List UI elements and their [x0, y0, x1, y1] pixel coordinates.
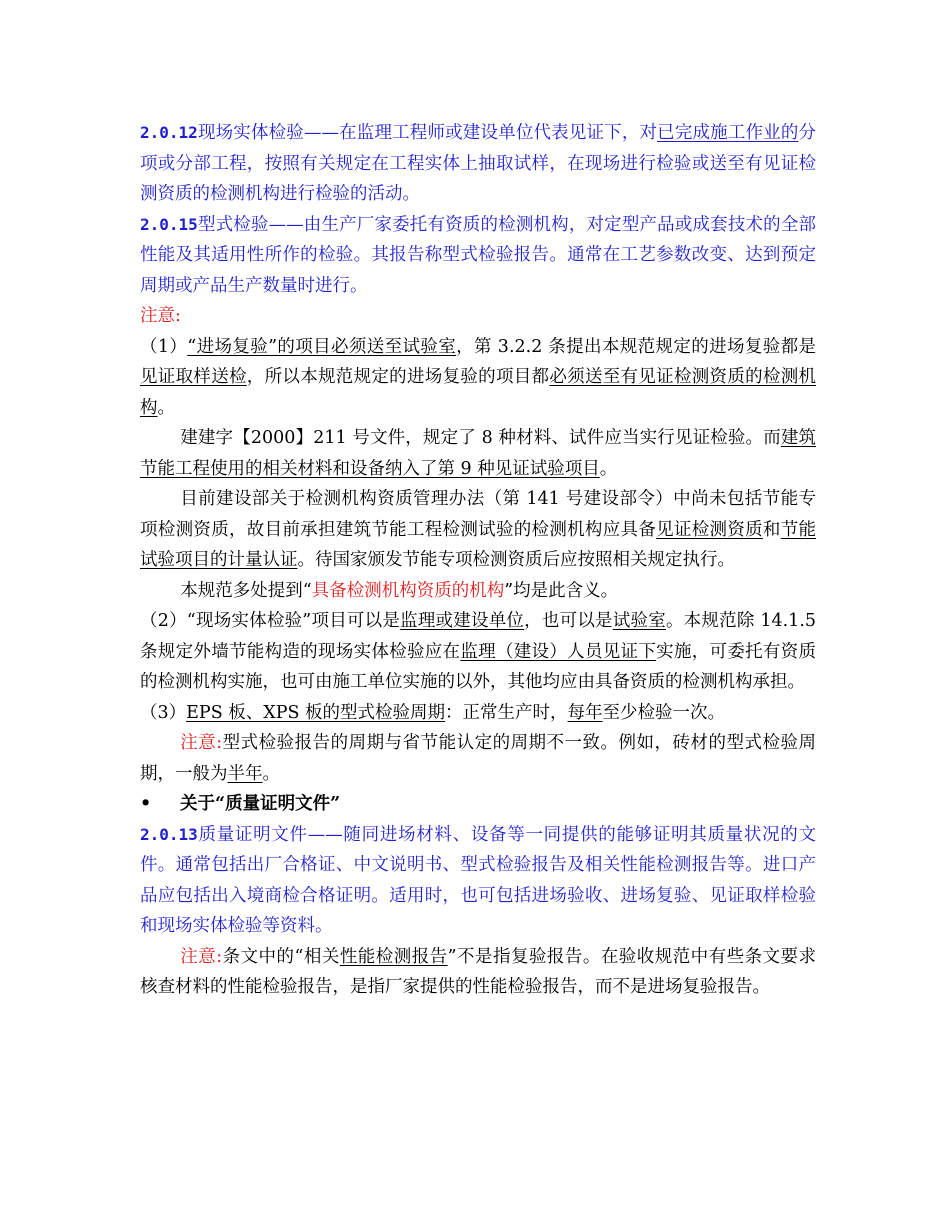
underlined-text: 试验室 [612, 611, 666, 631]
paragraph-text: ，所以本规范规定的进场复验的项目都 [246, 367, 550, 387]
paragraph-text: 和 [762, 519, 781, 540]
note-paragraph-2 [140, 423, 816, 484]
bullet-icon: • [140, 794, 152, 814]
paragraph-text: 。待国家颁发节能专项检测资质后应按照相关规定执行。 [297, 550, 735, 570]
paragraph-text: 建建字【2000】211 号文件，规定了 8 种材料、试件应当实行见证检验。而 [180, 428, 781, 448]
paragraph-text: （2）“现场实体检验”项目可以是 [140, 611, 401, 631]
paragraph-text: 本规范多处提到“ [180, 580, 312, 601]
definition-2-0-12 [140, 118, 816, 210]
definition-text: 现场实体检验——在监理工程师或建设单位代表见证下，对 [197, 123, 658, 143]
paragraph-text: ，也可以是 [524, 611, 613, 631]
note-paragraph-3 [140, 484, 816, 576]
underlined-text: 性能检测报告 [339, 946, 448, 967]
paragraph-text: 实施，可委托有资质的检测机构实施，也可由施工单位实施的以外，其他均应由具备资质的检测机构承担。 [140, 641, 817, 692]
underlined-text: 半年 [227, 763, 263, 784]
underlined-text: 建筑节能工程使用的相关材料和设备纳入了第 9 种见证试验项目 [140, 428, 816, 479]
note-paragraph-6 [140, 698, 816, 729]
definition-text: 分项或分部工程，按照有关规定在工程实体上抽取试样，在现场进行检验或送至有见证检测资质的检测机构进行检验的活动。 [140, 123, 816, 204]
clause-number: 2.0.12 [140, 123, 198, 142]
paragraph-text: 。本规范除 14.1.5 条规定外墙节能构造的现场实体检验应在 [140, 611, 817, 662]
paragraph-text: （3） [140, 702, 187, 723]
definition-text: 型式检验——由生产厂家委托有资质的检测机构，对定型产品或成套技术的全部性能及其适用性所作的检验。其报告称型式检验报告。通常在工艺参数改变、达到预定周期或产品生产数量时进行。 [140, 214, 816, 296]
paragraph-text: 。 [157, 397, 175, 418]
definition-text: 质量证明文件——随同进场材料、设备等一同提供的能够证明其质量状况的文件。通常包括出厂合格证、中文说明书、型式检验报告及相关性能检测报告等。进口产品应包括出入境商检合格证明。适用时，也可包括进场验收、进场复验、见证取样检验和现场实体检验等资料。 [140, 824, 816, 936]
definition-2-0-15 [140, 210, 816, 302]
underlined-text: 每年 [567, 702, 603, 723]
note-paragraph-8 [140, 942, 816, 1003]
paragraph-text: （1） [140, 336, 188, 357]
underlined-text: 已完成施工作业的 [657, 123, 799, 143]
note-paragraph-7 [140, 728, 816, 789]
bullet-heading [140, 789, 816, 820]
clause-number: 2.0.13 [140, 824, 198, 844]
underlined-text: EPS 板、XPS 板的型式检验周期 [186, 702, 446, 723]
underlined-text: 监理（建设）人员见证下 [460, 641, 657, 662]
underlined-text: “进场复验”的项目必须送至试验室 [187, 336, 457, 357]
bullet-heading-text: 关于“质量证明文件” [180, 794, 341, 814]
document-page [140, 118, 816, 1003]
note-paragraph-5 [140, 606, 816, 698]
note-label: 注意: [180, 733, 223, 753]
paragraph-text: 型式检验报告的周期与省节能认定的周期不一致。例如，砖材的型式检验周期，一般为 [140, 733, 816, 784]
paragraph-text: 。 [599, 458, 618, 479]
note-label: 注意: [140, 306, 181, 326]
definition-2-0-13 [140, 820, 816, 942]
clause-number: 2.0.15 [140, 214, 198, 234]
paragraph-text: 至少检验一次。 [602, 702, 726, 723]
paragraph-text: 条文中的“相关 [222, 946, 340, 967]
paragraph-text: 目前建设部关于检测机构资质管理办法（第 141 号建设部令）中尚未包括节能专项检测资质，故目前承担建筑节能工程检测试验的检测机构应具备 [140, 489, 816, 540]
paragraph-text: ”不是指复验报告。在验收规范中有些条文要求核查材料的性能检验报告，是指厂家提供的性能检验报告，而不是进场复验报告。 [140, 946, 816, 997]
note-paragraph-1 [140, 332, 816, 424]
underlined-text: 监理或建设单位 [400, 611, 525, 631]
paragraph-text: ，第 3.2.2 条提出本规范规定的进场复验都是 [456, 336, 816, 357]
underlined-text: 节能试验项目的计量认证 [140, 519, 817, 570]
paragraph-text: ：正常生产时， [445, 702, 568, 723]
highlighted-text: 具备检测机构资质的机构 [311, 580, 505, 601]
underlined-text: 必须送至有见证检测资质的检测机构 [140, 367, 817, 418]
underlined-text: 见证检测资质 [656, 519, 763, 540]
paragraph-text: 。 [262, 763, 280, 784]
note-label: 注意: [180, 946, 223, 967]
underlined-text: 见证取样送检 [140, 367, 247, 387]
paragraph-text: ”均是此含义。 [504, 580, 619, 601]
note-paragraph-4 [140, 576, 816, 607]
